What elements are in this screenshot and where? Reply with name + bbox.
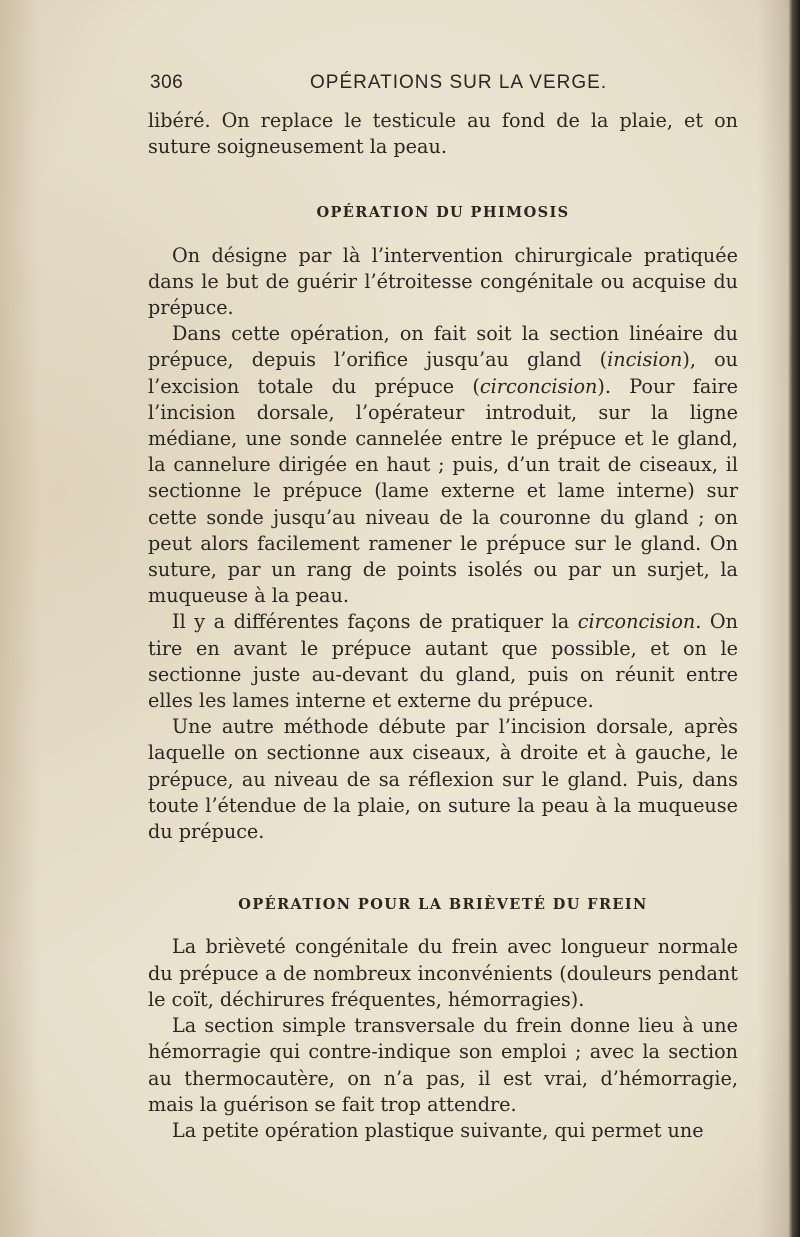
term-circoncision: circoncision: [479, 374, 598, 398]
running-head: [150, 72, 740, 98]
term-circoncision-2: circoncision: [577, 610, 696, 634]
frein-paragraph-2: La section simple transversale du frein donne lieu à une hémorragie qui contre-indique son emploi ; avec la section au thermocautère, on n’a pas, il est vrai, d’hémorragie, mais la guérison se fait trop attendre.: [148, 1014, 738, 1116]
frein-paragraph-1: La brièveté congénitale du frein avec longueur normale du prépuce a de nombreux inconvénients (douleurs pendant le coït, déchirures fréquentes, hémorragies).: [148, 935, 738, 1011]
term-incision: incision: [607, 348, 683, 372]
gutter-shadow: [758, 0, 788, 1237]
phimosis-paragraph-2: [148, 321, 738, 609]
section-heading-phimosis: OPÉRATION DU PHIMOSIS: [316, 204, 570, 222]
phimosis-p2-text-3: ). Pour faire l’incision dorsale, l’opérateur introduit, sur la ligne médiane, une sonde cannelée entre le prépuce et le gland, la cannelure dirigée en haut ; puis, d’un trait de ciseaux, il sectionne le prépuce (lame externe et lame interne) sur cette sonde jusqu’au niveau de la couronne du gland ; on peut alors facilement ramener le prépuce sur le gland. On suture, par un rang de points isolés ou par un surjet, la muqueuse à la peau.: [148, 374, 738, 608]
phimosis-paragraph-3: [148, 609, 738, 714]
section-heading-frein: OPÉRATION POUR LA BRIÈVETÉ DU FREIN: [238, 896, 648, 914]
book-spine: [788, 0, 800, 1237]
frein-paragraph-3: La petite opération plastique suivante, qui permet une: [172, 1118, 704, 1142]
page-number: 306: [150, 72, 184, 93]
running-title: OPÉRATIONS SUR LA VERGE.: [310, 72, 608, 93]
phimosis-p3-text-1: Il y a différentes façons de pratiquer la: [172, 610, 578, 634]
page-left-edge-shadow: [0, 0, 40, 1237]
phimosis-p3-text-2: . On tire en avant le prépuce autant que possible, et on le sectionne juste au-devant du gland, puis on réunit entre elles les lames interne et externe du prépuce.: [148, 610, 738, 713]
phimosis-paragraph-1: On désigne par là l’intervention chirurgicale pratiquée dans le but de guérir l’étroitesse congénitale ou acquise du prépuce.: [148, 243, 738, 320]
phimosis-p2-text-2: ), ou l’excision totale du prépuce (: [148, 348, 739, 398]
continuation-paragraph: libéré. On replace le testicule au fond de la plaie, et on suture soigneusement la peau.: [148, 109, 738, 159]
phimosis-p2-text-1: Dans cette opération, on fait soit la section linéaire du prépuce, depuis l’orifice jusqu’au gland (: [148, 322, 738, 372]
phimosis-paragraph-4: Une autre méthode débute par l’incision dorsale, après laquelle on sectionne aux ciseaux, à droite et à gauche, le prépuce, au niveau de sa réflexion sur le gland. Puis, dans toute l’étendue de la plaie, on suture la peau à la muqueuse du prépuce.: [148, 715, 738, 844]
page-body: [148, 108, 738, 1144]
